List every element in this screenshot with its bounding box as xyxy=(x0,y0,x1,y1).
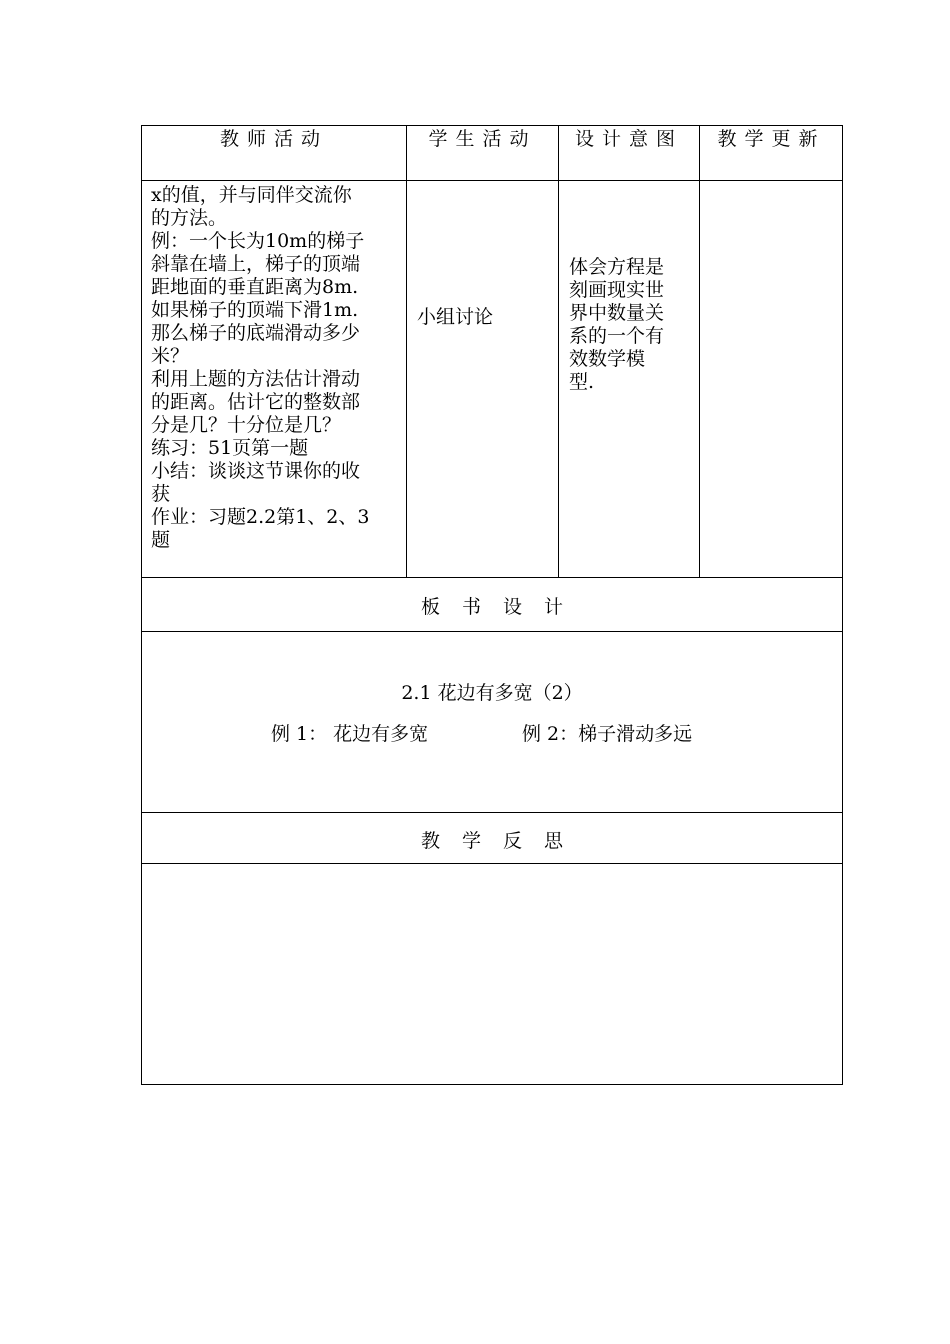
board-design-heading: 板书设计 xyxy=(420,596,585,618)
text-line: x的值，并与同伴交流你 xyxy=(151,184,352,206)
design-intent-cell xyxy=(569,256,697,394)
text-line: 距地面的垂直距离为8m. xyxy=(151,276,359,298)
text-line: 利用上题的方法估计滑动 xyxy=(151,368,361,390)
teacher-activity-cell xyxy=(151,184,403,552)
text-line: 作业：习题2.2第1、2、3 xyxy=(151,506,370,528)
text-line: 的方法。 xyxy=(151,207,228,229)
column-divider xyxy=(406,126,407,578)
text-line: 小结：谈谈这节课你的收 xyxy=(151,460,361,482)
header-teacher-activity: 教师活动 xyxy=(219,128,328,150)
text-line: 型. xyxy=(569,371,595,393)
column-divider xyxy=(558,126,559,578)
text-line: 效数学模 xyxy=(569,348,646,370)
text-line: 获 xyxy=(151,483,171,505)
text-line: 练习：51页第一题 xyxy=(151,437,309,459)
board-example-1: 例 1： 花边有多宽 xyxy=(271,723,429,745)
header-student-activity: 学生活动 xyxy=(428,128,537,150)
header-teaching-update: 教学更新 xyxy=(717,128,826,150)
text-line: 系的一个有 xyxy=(569,325,665,347)
text-line: 体会方程是 xyxy=(569,256,665,278)
text-line: 米？ xyxy=(151,345,190,367)
row-divider xyxy=(142,812,842,813)
text-line: 刻画现实世 xyxy=(569,279,665,301)
text-line: 题 xyxy=(151,529,171,551)
board-title: 2.1 花边有多宽（2） xyxy=(401,682,583,704)
board-example-2: 例 2：梯子滑动多远 xyxy=(522,723,693,745)
text-line: 那么梯子的底端滑动多少 xyxy=(151,322,361,344)
text-line: 例：一个长为10m的梯子 xyxy=(151,230,365,252)
row-divider xyxy=(142,577,842,578)
column-divider xyxy=(699,126,700,578)
lesson-plan-table xyxy=(141,125,843,1085)
text-line: 界中数量关 xyxy=(569,302,665,324)
text-line: 如果梯子的顶端下滑1m. xyxy=(151,299,359,321)
text-line: 的距离。估计它的整数部 xyxy=(151,391,361,413)
text-line: 斜靠在墙上，梯子的顶端 xyxy=(151,253,361,275)
student-activity-cell: 小组讨论 xyxy=(417,306,494,328)
row-divider xyxy=(142,863,842,864)
reflection-heading: 教学反思 xyxy=(420,830,585,852)
header-design-intent: 设计意图 xyxy=(574,128,683,150)
row-divider xyxy=(142,631,842,632)
text-line: 分是几？十分位是几？ xyxy=(151,414,342,436)
